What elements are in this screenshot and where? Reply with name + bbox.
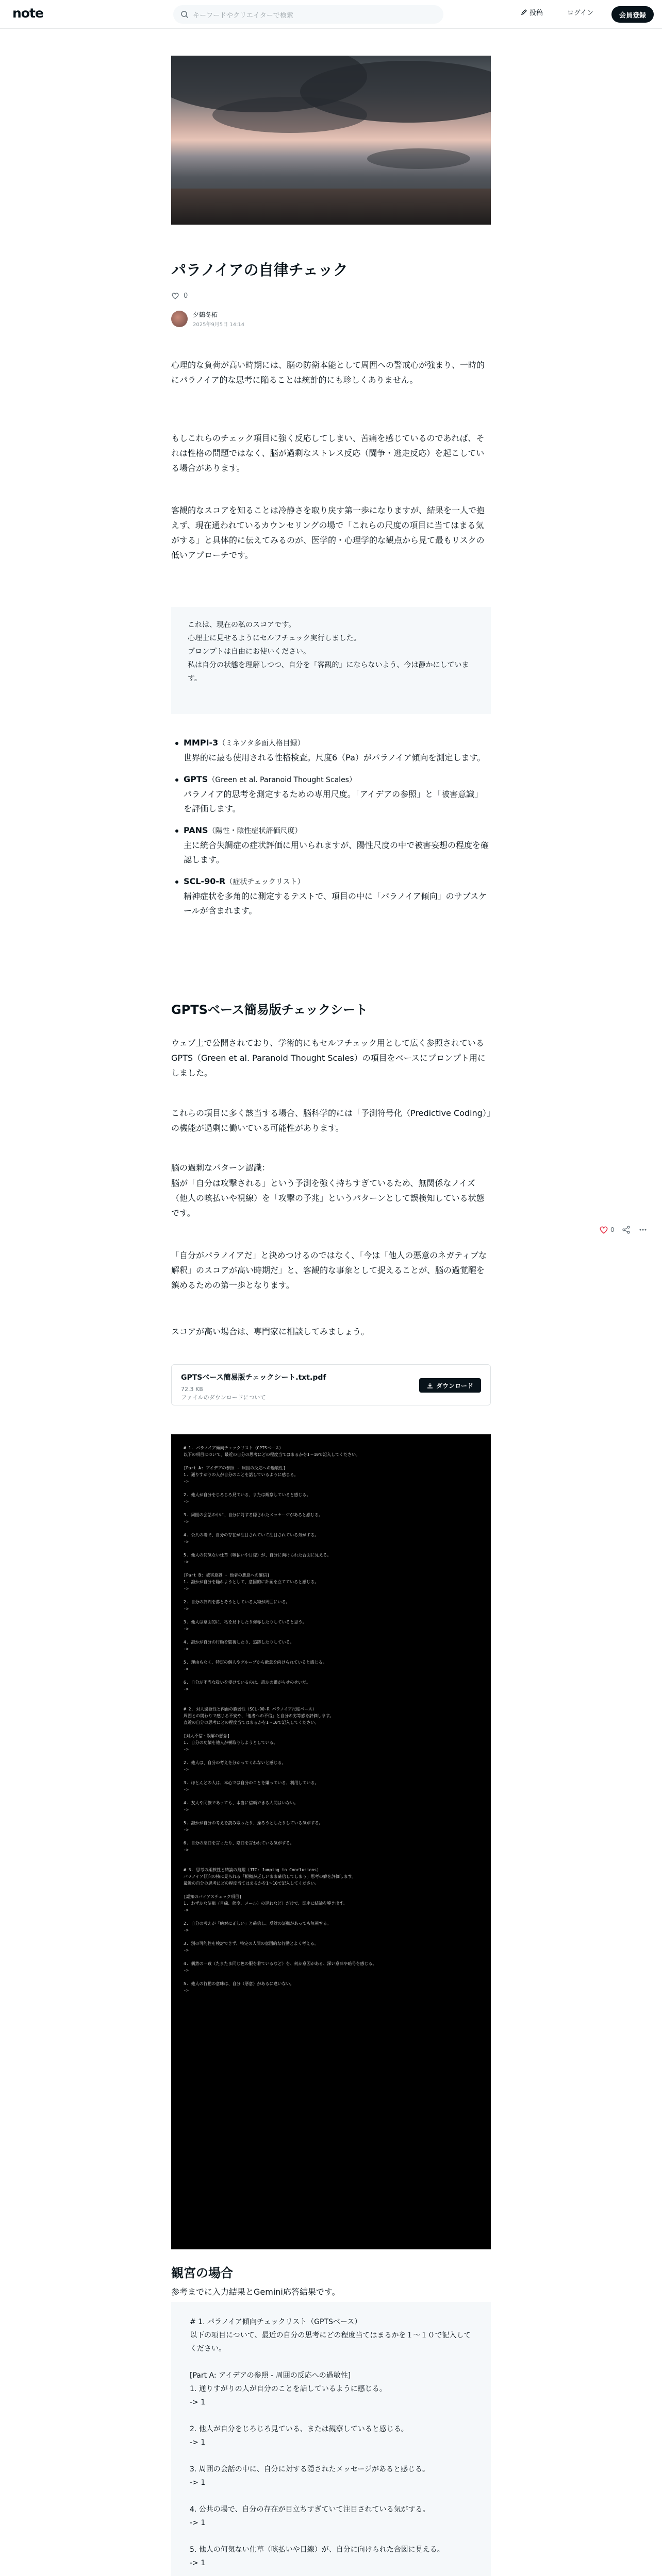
author-name[interactable]: 夕鶴冬柘 — [193, 311, 218, 318]
hero-image — [171, 56, 491, 225]
image-text-line: 6. 自分の悪口を言ったり、陰口を言われている気がする。 — [184, 1841, 294, 1845]
list-item-head: GPTS — [184, 774, 208, 784]
image-text-line: [認知のバイアスチェック項目] — [184, 1894, 242, 1899]
intro-paragraph: 客観的なスコアを知ることは冷静さを取り戻す第一歩になりますが、結果を一人で抱えず、現在通われているカウンセリングの場で「これらの尺度の項目に当てはまる気がする」と具体的に伝えてみるのが、医学的・心理学的な観点から見て最もリスクの低いアプローチです。 — [171, 505, 485, 560]
intro-paragraph: もしこれらのチェック項目に強く反応してしまい、苦痛を感じているのであれば、それは性格の問題ではなく、脳が過剰なストレス反応（闘争・逃走反応）を起こしている場合があります。 — [171, 433, 485, 473]
quote-line: プロンプトは自由にお使いください。 — [188, 648, 310, 656]
code-line: -> 1 — [190, 2438, 206, 2447]
code-line: -> 1 — [190, 2479, 206, 2487]
image-text-line — [184, 1934, 478, 1940]
avatar[interactable] — [171, 311, 188, 327]
search-icon — [180, 10, 189, 19]
body-paragraph: ウェブ上で公開されており、学術的にもセルフチェック用として広く参照されているGPTS（Green et al. Paranoid Thought Scales）の項目をベースにプロンプト用にしました。 — [171, 1038, 486, 1078]
image-text-line: -> — [184, 1586, 191, 1591]
code-line — [190, 2409, 472, 2422]
code-line — [190, 2570, 472, 2576]
image-text-line: 1. 自分の功績を他人が横取りしようとしている。 — [184, 1740, 278, 1745]
list-item — [171, 772, 491, 816]
body-paragraph: スコアが高い場合は、専門家に相談してみましょう。 — [171, 1327, 370, 1336]
code-line — [190, 2449, 472, 2463]
like-counter[interactable] — [171, 292, 188, 300]
code-line: 5. 他人の何気ない仕草（咳払いや目線）が、自分に向けられた合図に見える。 — [190, 2546, 444, 2554]
image-text-line: -> — [184, 1908, 191, 1912]
article-title: パラノイアの自律チェック — [171, 261, 348, 279]
file-attachment[interactable] — [171, 1364, 491, 1405]
code-line: # 1. パラノイア傾向チェックリスト（GPTSベース） — [190, 2318, 362, 2326]
image-text-line — [184, 1954, 478, 1960]
list-item-body: パラノイア的思考を測定するための専用尺度。「アイデアの参照」と「被害意識」を評価します。 — [184, 789, 483, 814]
list-item-note: （陽性・陰性症状評価尺度） — [208, 827, 302, 835]
like-count: 0 — [184, 292, 188, 300]
list-item-note: （ミネソタ多面人格目録） — [218, 739, 305, 748]
image-text-line — [184, 1458, 478, 1465]
image-text-line: 2. 自分の評判を落とそうとしている人物が周囲にいる。 — [184, 1600, 290, 1604]
body-paragraph: 参考までに入力結果とGemini応答結果です。 — [171, 2287, 340, 2297]
code-line — [190, 2355, 472, 2369]
image-text-line: 1. わずかな証拠（目線、態度、メール）の遅れなど）だけで、即座に結論を導き出す。 — [184, 1901, 347, 1906]
body-paragraph: これらの項目に多く該当する場合、脳科学的には「予測符号化（Predictive Coding）」の機能が過剰に働いている可能性があります。 — [171, 1108, 491, 1133]
scale-list — [171, 736, 491, 918]
image-text-line: -> — [184, 1687, 191, 1691]
code-line — [190, 2530, 472, 2543]
search-box[interactable] — [173, 5, 443, 24]
download-icon — [427, 1382, 433, 1388]
image-text-line: -> — [184, 1667, 191, 1671]
code-line: 4. 公共の場で、自分の存在が目立ちすぎていて注目されている気がする。 — [190, 2505, 430, 2514]
image-text-line: [Part A: アイデアの参照 - 周囲の反応への過敏性] — [184, 1466, 286, 1470]
image-text-line: 周囲との関わりで感じる不安や、「他者への不信」と自分の劣等感を評価します。 — [184, 1714, 334, 1718]
file-size: 72.3 KB — [181, 1386, 203, 1393]
image-text-line: # 2. 対人過敏性と内面の脆弱性（SCL-90-R パラノイア尺度ベース） — [184, 1707, 317, 1711]
code-line: -> 1 — [190, 2398, 206, 2406]
image-text-line — [184, 1813, 478, 1820]
image-text-line: 5. 他人の何気ない仕草（咳払いや目線）が、自分に向けられた合図に見える。 — [184, 1553, 332, 1557]
image-text-line — [184, 1853, 478, 1860]
image-text-line: 5. 理由もなく、特定の個人やグループから敵意を向けられていると感じる。 — [184, 1660, 327, 1665]
image-text-line: -> — [184, 1827, 191, 1832]
code-line: -> 1 — [190, 2559, 206, 2567]
image-text-line: 最近の自分の思考にどの程度当てはまるかを1〜10で記入してください。 — [184, 1881, 319, 1886]
image-text-line: -> — [184, 1647, 191, 1651]
image-text-line — [184, 1692, 478, 1699]
image-text-line: -> — [184, 1626, 191, 1631]
image-text-line — [184, 1612, 478, 1619]
image-text-line — [184, 1860, 478, 1867]
list-item-body: 主に統合失調症の症状評価に用いられますが、陽性尺度の中で被害妄想の程度を確認します。 — [184, 840, 489, 865]
heart-icon[interactable] — [171, 292, 179, 300]
quote-line: これは、現在の私のスコアです。 — [188, 621, 296, 629]
image-text-line — [184, 1773, 478, 1780]
image-text-line: 以下の項目について、最近の自分の思考にどの程度当てはまるかを1〜10で記入してください。 — [184, 1452, 360, 1457]
image-text-line: -> — [184, 1560, 191, 1564]
image-text-line — [184, 1887, 478, 1893]
image-text-line: 4. 誰かが自分の行動を監視したり、追跡したりしている。 — [184, 1640, 294, 1645]
code-line: 1. 通りすがりの人が自分のことを話しているように感じる。 — [190, 2385, 387, 2393]
section-heading: 観宮の場合 — [171, 2266, 233, 2280]
list-item — [171, 736, 491, 765]
list-item — [171, 874, 491, 918]
image-text-line: 3. 他人は意図的に、私を見下したり侮辱したりしていると思う。 — [184, 1620, 307, 1624]
code-line: -> 1 — [190, 2519, 206, 2527]
list-item-head: PANS — [184, 825, 208, 835]
body-paragraph: 脳の過剰なパターン認識： — [171, 1163, 270, 1173]
image-text-line — [184, 1652, 478, 1659]
download-button[interactable] — [419, 1378, 481, 1393]
list-item-body: 精神症状を多角的に測定するテストで、項目の中に「パラノイア傾向」のサブスケールが含まれます。 — [184, 891, 487, 916]
signup-button[interactable]: 会員登録 — [611, 6, 654, 23]
body-paragraph: 「自分がパラノイアだ」と決めつけるのではなく、「今は「他人の悪意のネガティブな解釈」のスコアが高い時期だ」と、客観的な事象として捉えることが、脳の過覚醒を鎮めるための第一歩となります。 — [171, 1250, 487, 1290]
post-label: 投稿 — [529, 9, 543, 17]
image-text-line: 2. 他人が自分をじろじろ見ている、または観察していると感じる。 — [184, 1493, 311, 1497]
heart-icon[interactable] — [599, 1225, 608, 1234]
code-line: [Part A: アイデアの参照 - 周囲の反応への過敏性] — [190, 2371, 351, 2380]
image-text-line: 6. 自分が不当な扱いを受けているのは、誰かの嫌がらせのせいだ。 — [184, 1680, 311, 1685]
more-icon[interactable] — [638, 1225, 648, 1234]
image-text-line: -> — [184, 1988, 191, 1993]
image-text-line: 5. 他人の行動の意味は、自分（悪意）があるに違いない。 — [184, 1981, 294, 1986]
image-text-line: パラノイア傾向の核に見られる「根拠が乏しいまま確信してしまう」思考の癖を評価します。 — [184, 1874, 356, 1879]
image-text-line: # 1. パラノイア傾向チェックリスト（GPTSベース） — [184, 1446, 284, 1450]
body-paragraph: 脳が「自分は攻撃される」という予測を強く持ちすぎているため、無関係なノイズ（他人の咳払いや視線）を「攻撃の予兆」というパターンとして誤検知している状態です。 — [171, 1178, 485, 1218]
quote-line: 心理士に見せるようにセルフチェック実行しました。 — [188, 634, 361, 642]
image-text-line — [184, 1913, 478, 1920]
image-text-line: 3. 別の可能性を検討できず、特定の人間の意図的な行動とよく考える。 — [184, 1941, 319, 1946]
image-text-line: -> — [184, 1807, 191, 1812]
image-text-line: -> — [184, 1499, 191, 1504]
image-text-line: -> — [184, 1747, 191, 1752]
image-text-line: 3. ほとんどの人は、本心では自分のことを嫌っている、利用している。 — [184, 1781, 319, 1785]
share-icon[interactable] — [622, 1225, 631, 1234]
code-block — [171, 2302, 491, 2576]
list-item-note: （症状チェックリスト） — [225, 878, 305, 886]
image-text-line — [184, 1793, 478, 1800]
image-text-line — [184, 1485, 478, 1492]
image-text-line: -> — [184, 1519, 191, 1524]
image-text-line — [184, 1565, 478, 1572]
note-logo[interactable]: note — [12, 6, 43, 21]
site-header — [0, 0, 662, 29]
image-text-line: -> — [184, 1479, 191, 1484]
image-text-line: -> — [184, 1968, 191, 1973]
image-text-line: -> — [184, 1848, 191, 1852]
quote-block — [171, 607, 491, 714]
floating-actions — [599, 1225, 648, 1234]
publish-date: 2025年9月5日 14:14 — [193, 322, 245, 328]
image-text-line: -> — [184, 1787, 191, 1792]
code-line: 以下の項目について、最近の自分の思考にどの程度当てはまるかを１〜１０で記入してください。 — [190, 2331, 471, 2353]
section-heading: GPTSベース簡易版チェックシート — [171, 1003, 368, 1017]
image-text-line: [対人不信・誤解の懸念] — [184, 1734, 230, 1738]
image-text-line: 4. 友人や同僚であっても、本当に信頼できる人間はいない。 — [184, 1801, 299, 1805]
image-text-line: 1. 通りすがりの人が自分のことを話しているように感じる。 — [184, 1472, 299, 1477]
image-text-line — [184, 1699, 478, 1706]
image-text-line: -> — [184, 1767, 191, 1772]
image-text-line — [184, 1632, 478, 1639]
author-block[interactable] — [171, 310, 244, 328]
code-line: 3. 周囲の会話の中に、自分に対する隠されたメッセージがあると感じる。 — [190, 2465, 429, 2473]
image-text-line: 直近の自分の思考にどの程度当てはまるかを1〜10で記入してください。 — [184, 1720, 319, 1725]
download-label: ダウンロード — [436, 1382, 473, 1389]
checklist-screenshot — [171, 1434, 491, 2249]
image-text-line: 4. 公共の場で、自分の存在が注目されていて注目されている気がする。 — [184, 1533, 319, 1537]
list-item-note: （Green et al. Paranoid Thought Scales） — [208, 776, 356, 784]
image-text-line — [184, 1505, 478, 1512]
image-text-line: 2. 他人は、自分の考えを分かってくれないと感じる。 — [184, 1760, 286, 1765]
file-download-note[interactable]: ファイルのダウンロードについて — [181, 1394, 266, 1401]
image-text-line: -> — [184, 1539, 191, 1544]
image-text-line: -> — [184, 1948, 191, 1953]
side-like-count: 0 — [610, 1226, 615, 1233]
search-placeholder: キーワードやクリエイターで検索 — [193, 11, 293, 20]
list-item-head: MMPI-3 — [184, 738, 219, 748]
image-text-line: [Part B: 被害意識 - 他者の悪意への確信] — [184, 1573, 270, 1578]
image-text-line — [184, 1726, 478, 1733]
image-text-line — [184, 1974, 478, 1980]
list-item-body: 世界的に最も使用される性格検査。尺度6（Pa）がパラノイア傾向を測定します。 — [184, 753, 486, 762]
image-text-line — [184, 1833, 478, 1840]
image-text-line: 3. 周囲の会話の中に、自分に対する隠されたメッセージがあると感じる。 — [184, 1513, 323, 1517]
pencil-icon — [521, 9, 527, 15]
side-like-button[interactable] — [599, 1225, 615, 1234]
image-text-line — [184, 1753, 478, 1759]
image-text-line: 5. 誰かが自分の考えを読み取ったり、操ろうとしたりしている気がする。 — [184, 1821, 323, 1825]
login-button[interactable]: ログイン — [567, 9, 594, 17]
quote-line: 私は自分の状態を理解しつつ、自分を「客観的」にならないよう、今は静かにしています。 — [188, 661, 469, 683]
image-text-line: 4. 偶然の一致（たまたま同じ色の服を着ているなど）を、何か意図がある、深い意味や暗号を感じる。 — [184, 1961, 377, 1966]
image-text-line — [184, 1672, 478, 1679]
image-text-line: -> — [184, 1928, 191, 1933]
image-text-line — [184, 1545, 478, 1552]
intro-paragraph: 心理的な負荷が高い時期には、脳の防衛本能として周囲への警戒心が強まり、一時的にパラノイア的な思考に陥ることは統計的にも珍しくありません。 — [171, 360, 485, 385]
image-text-line — [184, 1592, 478, 1599]
file-name[interactable]: GPTSベース簡易版チェックシート.txt.pdf — [181, 1374, 326, 1382]
image-text-line: # 3. 思考の柔軟性と結論の飛躍（JTC: Jumping to Conclusions） — [184, 1868, 321, 1872]
list-item-head: SCL-90-R — [184, 876, 226, 886]
image-text-line: 1. 誰かが自分を陥れようとして、意図的に計画を立てていると感じる。 — [184, 1580, 319, 1584]
code-line: 2. 他人が自分をじろじろ見ている、または観察していると感じる。 — [190, 2425, 408, 2433]
list-item — [171, 823, 491, 867]
image-text-line: 2. 自分の考えが「絶対に正しい」と確信し、反対の証拠があっても無視する。 — [184, 1921, 332, 1926]
image-text-line: -> — [184, 1606, 191, 1611]
post-button[interactable] — [521, 7, 543, 17]
image-text-line — [184, 1525, 478, 1532]
code-line — [190, 2489, 472, 2503]
